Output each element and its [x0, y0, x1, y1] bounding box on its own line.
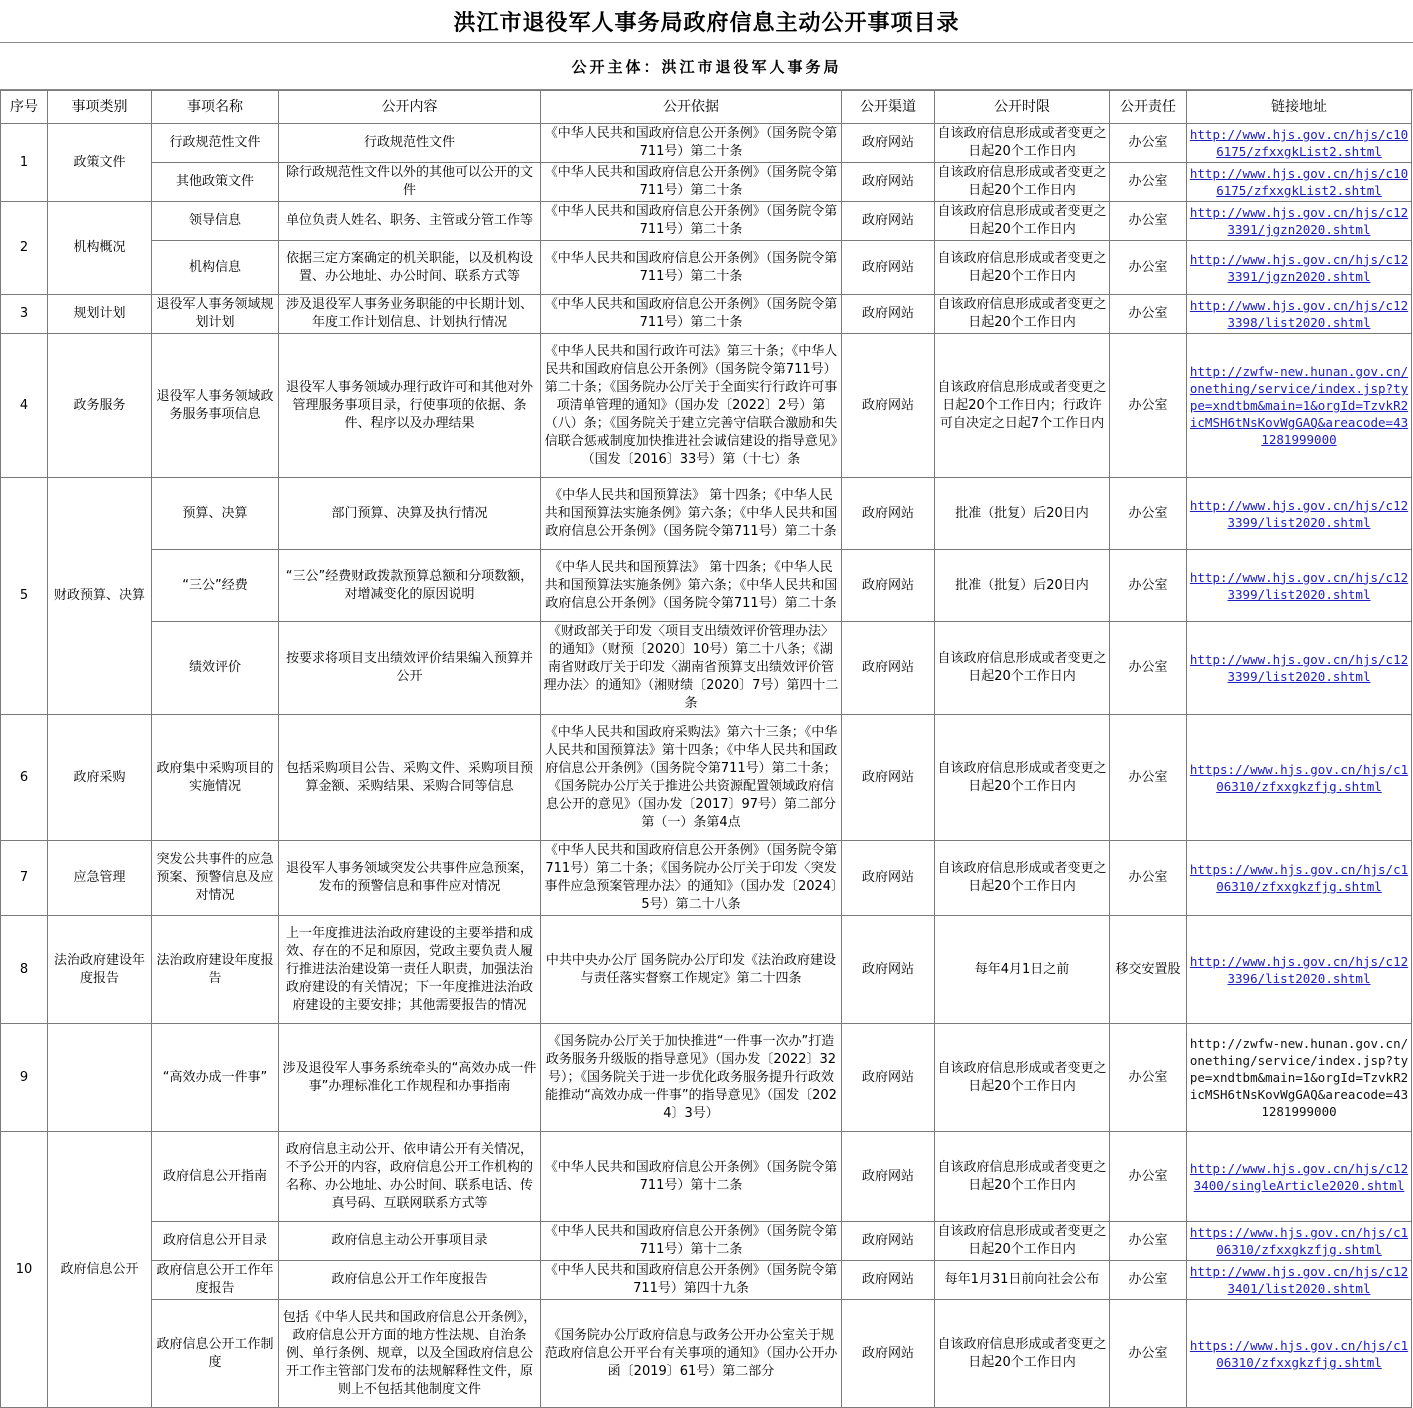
channel-cell: 政府网站 — [842, 841, 935, 916]
responsibility-cell: 办公室 — [1110, 1261, 1187, 1300]
link-url[interactable]: https://www.hjs.gov.cn/hjs/c106310/zfxxgkzfjg.shtml — [1189, 1337, 1409, 1370]
item-name-cell: 退役军人事务领域规划计划 — [152, 295, 279, 334]
time-limit-cell: 每年4月1日之前 — [935, 916, 1110, 1024]
channel-cell: 政府网站 — [842, 295, 935, 334]
row-number: 7 — [1, 841, 48, 916]
time-limit-cell: 自该政府信息形成或者变更之日起20个工作日内 — [935, 241, 1110, 295]
table-row — [1, 715, 1412, 841]
row-number: 2 — [1, 202, 48, 295]
basis-cell: 《中华人民共和国政府采购法》第六十三条；《中华人民共和国预算法》第十四条；《中华人民共和国政府信息公开条例》（国务院令第711号）第二十条；《国务院办公厅关于推进公共资源配置领域政府信息公开的意见》（国办发〔2017〕97号）第二部分第（一）条第4点 — [541, 715, 842, 841]
basis-cell: 中共中央办公厅 国务院办公厅印发《法治政府建设与责任落实督察工作规定》第二十四条 — [541, 916, 842, 1024]
time-limit-cell: 每年1月31日前向社会公布 — [935, 1261, 1110, 1300]
row-number: 3 — [1, 295, 48, 334]
category-cell — [48, 1024, 152, 1132]
basis-cell: 《国务院办公厅关于加快推进“一件事一次办”打造政务服务升级版的指导意见》（国办发〔2022〕32号）；《国务院关于进一步优化政务服务提升行政效能推动“高效办成一件事”的指导意见》（国发〔2024〕3号） — [541, 1024, 842, 1132]
link-url[interactable]: http://www.hjs.gov.cn/hjs/c123400/singleArticle2020.shtml — [1189, 1160, 1409, 1193]
header-cell: 公开依据 — [541, 91, 842, 124]
basis-cell: 《财政部关于印发〈项目支出绩效评价管理办法〉的通知》（财预〔2020〕10号）第二十八条；《湖南省财政厅关于印发〈湖南省预算支出绩效评价管理办法〉的通知》（湘财绩〔2020〕7号）第四十二条 — [541, 622, 842, 715]
content-cell: 退役军人事务领域办理行政许可和其他对外管理服务事项目录，行使事项的依据、条件、程序以及办理结果 — [279, 334, 541, 478]
responsibility-cell: 办公室 — [1110, 1132, 1187, 1222]
table-row — [1, 124, 1412, 163]
item-name-cell: 其他政策文件 — [152, 163, 279, 202]
channel-cell: 政府网站 — [842, 334, 935, 478]
content-cell: 退役军人事务领域突发公共事件应急预案，发布的预警信息和事件应对情况 — [279, 841, 541, 916]
content-cell: 政府信息公开工作年度报告 — [279, 1261, 541, 1300]
basis-cell: 《中华人民共和国政府信息公开条例》（国务院令第711号）第十二条 — [541, 1132, 842, 1222]
channel-cell: 政府网站 — [842, 1132, 935, 1222]
table-row — [1, 841, 1412, 916]
content-cell: 包括《中华人民共和国政府信息公开条例》，政府信息公开方面的地方性法规、自治条例、单行条例、规章，以及全国政府信息公开工作主管部门发布的法规解释性文件，原则上不包括其他制度文件 — [279, 1300, 541, 1408]
catalog-table — [0, 90, 1412, 1408]
time-limit-cell: 自该政府信息形成或者变更之日起20个工作日内 — [935, 1300, 1110, 1408]
responsibility-cell: 办公室 — [1110, 1024, 1187, 1132]
item-name-cell: 退役军人事务领域政务服务事项信息 — [152, 334, 279, 478]
table-row — [1, 1132, 1412, 1222]
category-cell: 政府采购 — [48, 715, 152, 841]
basis-cell: 《中华人民共和国政府信息公开条例》（国务院令第711号）第四十九条 — [541, 1261, 842, 1300]
link-url[interactable]: http://www.hjs.gov.cn/hjs/c123399/list2020.shtml — [1189, 497, 1409, 530]
link-url[interactable]: http://www.hjs.gov.cn/hjs/c123399/list2020.shtml — [1189, 569, 1409, 602]
channel-cell: 政府网站 — [842, 124, 935, 163]
content-cell: 行政规范性文件 — [279, 124, 541, 163]
time-limit-cell: 自该政府信息形成或者变更之日起20个工作日内 — [935, 202, 1110, 241]
channel-cell: 政府网站 — [842, 202, 935, 241]
header-cell: 公开时限 — [935, 91, 1110, 124]
content-cell: 上一年度推进法治政府建设的主要举措和成效、存在的不足和原因，党政主要负责人履行推进法治建设第一责任人职责，加强法治政府建设的有关情况；下一年度推进法治政府建设的主要安排；其他需要报告的情况 — [279, 916, 541, 1024]
category-cell: 财政预算、决算 — [48, 478, 152, 715]
link-cell[interactable] — [1187, 241, 1412, 295]
basis-cell: 《中华人民共和国预算法》 第十四条；《中华人民共和国预算法实施条例》第六条；《中华人民共和国政府信息公开条例》（国务院令第711号）第二十条 — [541, 550, 842, 622]
content-cell: 依据三定方案确定的机关职能，以及机构设置、办公地址、办公时间、联系方式等 — [279, 241, 541, 295]
basis-cell: 《中华人民共和国政府信息公开条例》（国务院令第711号）第二十条 — [541, 163, 842, 202]
link-cell[interactable] — [1187, 550, 1412, 622]
link-url[interactable]: https://www.hjs.gov.cn/hjs/c106310/zfxxgkzfjg.shtml — [1189, 1225, 1409, 1257]
channel-cell: 政府网站 — [842, 550, 935, 622]
link-url[interactable]: http://zwfw-new.hunan.gov.cn/onething/service/index.jsp?type=xndtbm&main=1&orgId=TzvkR2icMSH6tNsKovWgGAQ&areacode=431281999000 — [1189, 364, 1409, 447]
channel-cell: 政府网站 — [842, 241, 935, 295]
link-cell[interactable] — [1187, 163, 1412, 202]
content-cell: 政府信息主动公开事项目录 — [279, 1222, 541, 1261]
item-name-cell: 政府信息公开工作年度报告 — [152, 1261, 279, 1300]
page-subtitle: 公开主体：洪江市退役军人事务局 — [571, 57, 842, 76]
category-cell: 政策文件 — [48, 124, 152, 202]
content-cell: 包括采购项目公告、采购文件、采购项目预算金额、采购结果、采购合同等信息 — [279, 715, 541, 841]
header-cell: 事项名称 — [152, 91, 279, 124]
header-cell: 公开内容 — [279, 91, 541, 124]
content-cell: “三公”经费财政拨款预算总额和分项数额，对增减变化的原因说明 — [279, 550, 541, 622]
basis-cell: 《中华人民共和国政府信息公开条例》（国务院令第711号）第二十条 — [541, 202, 842, 241]
table-row — [1, 1222, 1412, 1261]
link-cell[interactable] — [1187, 295, 1412, 334]
category-cell: 法治政府建设年度报告 — [48, 916, 152, 1024]
table-body — [1, 124, 1412, 1408]
channel-cell: 政府网站 — [842, 1261, 935, 1300]
link-cell[interactable] — [1187, 841, 1412, 916]
row-number: 9 — [1, 1024, 48, 1132]
header-cell: 序号 — [1, 91, 48, 124]
responsibility-cell: 办公室 — [1110, 1222, 1187, 1261]
responsibility-cell: 办公室 — [1110, 478, 1187, 550]
time-limit-cell: 自该政府信息形成或者变更之日起20个工作日内 — [935, 1132, 1110, 1222]
channel-cell: 政府网站 — [842, 916, 935, 1024]
link-cell[interactable] — [1187, 1261, 1412, 1300]
channel-cell: 政府网站 — [842, 1300, 935, 1408]
item-name-cell: 法治政府建设年度报告 — [152, 916, 279, 1024]
row-number: 6 — [1, 715, 48, 841]
table-row — [1, 622, 1412, 715]
time-limit-cell: 自该政府信息形成或者变更之日起20个工作日内 — [935, 295, 1110, 334]
table-row — [1, 202, 1412, 241]
link-cell[interactable] — [1187, 478, 1412, 550]
link-cell[interactable] — [1187, 1132, 1412, 1222]
item-name-cell: 突发公共事件的应急预案、预警信息及应对情况 — [152, 841, 279, 916]
responsibility-cell: 办公室 — [1110, 550, 1187, 622]
channel-cell: 政府网站 — [842, 715, 935, 841]
header-cell: 事项类别 — [48, 91, 152, 124]
content-cell: 按要求将项目支出绩效评价结果编入预算并公开 — [279, 622, 541, 715]
responsibility-cell: 办公室 — [1110, 841, 1187, 916]
responsibility-cell: 办公室 — [1110, 715, 1187, 841]
category-cell: 机构概况 — [48, 202, 152, 295]
responsibility-cell: 移交安置股 — [1110, 916, 1187, 1024]
time-limit-cell: 自该政府信息形成或者变更之日起20个工作日内；行政许可自决定之日起7个工作日内 — [935, 334, 1110, 478]
link-cell[interactable] — [1187, 916, 1412, 1024]
responsibility-cell: 办公室 — [1110, 163, 1187, 202]
link-url[interactable]: http://www.hjs.gov.cn/hjs/c123399/list2020.shtml — [1189, 652, 1409, 684]
content-cell: 政府信息主动公开、依申请公开有关情况，不予公开的内容，政府信息公开工作机构的名称、办公地址、办公时间、联系电话、传真号码、互联网联系方式等 — [279, 1132, 541, 1222]
channel-cell: 政府网站 — [842, 478, 935, 550]
category-cell: 政府信息公开 — [48, 1132, 152, 1408]
row-number: 10 — [1, 1132, 48, 1408]
link-url[interactable]: http://www.hjs.gov.cn/hjs/c123396/list2020.shtml — [1189, 953, 1409, 986]
basis-cell: 《中华人民共和国政府信息公开条例》（国务院令第711号）第二十条 — [541, 241, 842, 295]
item-name-cell: “三公”经费 — [152, 550, 279, 622]
basis-cell: 《国务院办公厅政府信息与政务公开办公室关于规范政府信息公开平台有关事项的通知》（国办公开办函〔2019〕61号）第二部分 — [541, 1300, 842, 1408]
item-name-cell: 政府信息公开工作制度 — [152, 1300, 279, 1408]
responsibility-cell: 办公室 — [1110, 202, 1187, 241]
link-url[interactable]: http://www.hjs.gov.cn/hjs/c106175/zfxxgkList2.shtml — [1189, 166, 1409, 198]
link-cell[interactable] — [1187, 622, 1412, 715]
content-cell: 涉及退役军人事务系统牵头的“高效办成一件事”办理标准化工作规程和办事指南 — [279, 1024, 541, 1132]
content-cell: 单位负责人姓名、职务、主管或分管工作等 — [279, 202, 541, 241]
title-row — [0, 0, 1413, 43]
item-name-cell: 行政规范性文件 — [152, 124, 279, 163]
header-row — [1, 91, 1412, 124]
item-name-cell: 领导信息 — [152, 202, 279, 241]
row-number: 1 — [1, 124, 48, 202]
category-cell: 规划计划 — [48, 295, 152, 334]
row-number: 8 — [1, 916, 48, 1024]
item-name-cell: 预算、决算 — [152, 478, 279, 550]
item-name-cell: 政府集中采购项目的实施情况 — [152, 715, 279, 841]
item-name-cell: 机构信息 — [152, 241, 279, 295]
table-row — [1, 478, 1412, 550]
item-name-cell: 政府信息公开指南 — [152, 1132, 279, 1222]
link-cell[interactable] — [1187, 124, 1412, 163]
time-limit-cell: 自该政府信息形成或者变更之日起20个工作日内 — [935, 1024, 1110, 1132]
table-row — [1, 1261, 1412, 1300]
link-url[interactable]: https://www.hjs.gov.cn/hjs/c106310/zfxxgkzfjg.shtml — [1189, 761, 1409, 794]
link-cell[interactable] — [1187, 1222, 1412, 1261]
page-title: 洪江市退役军人事务局政府信息主动公开事项目录 — [453, 9, 960, 36]
row-number: 4 — [1, 334, 48, 478]
table-row — [1, 241, 1412, 295]
link-url[interactable]: http://www.hjs.gov.cn/hjs/c123391/jgzn2020.shtml — [1189, 251, 1409, 284]
table-row — [1, 1300, 1412, 1408]
link-url[interactable]: https://www.hjs.gov.cn/hjs/c106310/zfxxgkzfjg.shtml — [1189, 862, 1409, 894]
row-number: 5 — [1, 478, 48, 715]
time-limit-cell: 自该政府信息形成或者变更之日起20个工作日内 — [935, 715, 1110, 841]
link-url[interactable]: http://www.hjs.gov.cn/hjs/c123401/list2020.shtml — [1189, 1264, 1409, 1296]
subtitle-row — [0, 43, 1413, 90]
responsibility-cell: 办公室 — [1110, 1300, 1187, 1408]
link-url[interactable]: http://www.hjs.gov.cn/hjs/c123398/list2020.shtml — [1189, 298, 1409, 330]
table-row — [1, 334, 1412, 478]
channel-cell: 政府网站 — [842, 1024, 935, 1132]
basis-cell: 《中华人民共和国政府信息公开条例》（国务院令第711号）第十二条 — [541, 1222, 842, 1261]
table-row — [1, 1024, 1412, 1132]
time-limit-cell: 自该政府信息形成或者变更之日起20个工作日内 — [935, 163, 1110, 202]
category-cell: 政务服务 — [48, 334, 152, 478]
item-name-cell: 绩效评价 — [152, 622, 279, 715]
item-name-cell: 政府信息公开目录 — [152, 1222, 279, 1261]
content-cell: 除行政规范性文件以外的其他可以公开的文件 — [279, 163, 541, 202]
header-cell: 公开渠道 — [842, 91, 935, 124]
channel-cell: 政府网站 — [842, 622, 935, 715]
link-cell[interactable] — [1187, 1300, 1412, 1408]
link-cell[interactable] — [1187, 715, 1412, 841]
time-limit-cell: 自该政府信息形成或者变更之日起20个工作日内 — [935, 622, 1110, 715]
responsibility-cell: 办公室 — [1110, 124, 1187, 163]
header-cell: 公开责任 — [1110, 91, 1187, 124]
table-row — [1, 550, 1412, 622]
link-url[interactable]: http://www.hjs.gov.cn/hjs/c106175/zfxxgkList2.shtml — [1189, 127, 1409, 159]
channel-cell: 政府网站 — [842, 1222, 935, 1261]
header-cell: 链接地址 — [1187, 91, 1412, 124]
link-url[interactable]: http://www.hjs.gov.cn/hjs/c123391/jgzn2020.shtml — [1189, 205, 1409, 237]
link-cell[interactable] — [1187, 334, 1412, 478]
responsibility-cell: 办公室 — [1110, 241, 1187, 295]
item-name-cell: “高效办成一件事” — [152, 1024, 279, 1132]
time-limit-cell: 自该政府信息形成或者变更之日起20个工作日内 — [935, 124, 1110, 163]
basis-cell: 《中华人民共和国预算法》 第十四条；《中华人民共和国预算法实施条例》第六条；《中华人民共和国政府信息公开条例》（国务院令第711号）第二十条 — [541, 478, 842, 550]
responsibility-cell: 办公室 — [1110, 295, 1187, 334]
table-row — [1, 916, 1412, 1024]
basis-cell: 《中华人民共和国行政许可法》第三十条；《中华人民共和国政府信息公开条例》（国务院令第711号）第二十条；《国务院办公厅关于全面实行行政许可事项清单管理的通知》（国办发〔2022〕2号）第（八）条；《国务院关于建立完善守信联合激励和失信联合惩戒制度加快推进社会诚信建设的指导意见》（国发〔2016〕33号）第（十七）条 — [541, 334, 842, 478]
channel-cell: 政府网站 — [842, 163, 935, 202]
time-limit-cell: 自该政府信息形成或者变更之日起20个工作日内 — [935, 1222, 1110, 1261]
link-cell — [1187, 1024, 1412, 1132]
responsibility-cell: 办公室 — [1110, 334, 1187, 478]
link-text: http://zwfw-new.hunan.gov.cn/onething/service/index.jsp?type=xndtbm&main=1&orgId=TzvkR2icMSH6tNsKovWgGAQ&areacode=431281999000 — [1189, 1036, 1409, 1119]
time-limit-cell: 批准（批复）后20日内 — [935, 478, 1110, 550]
basis-cell: 《中华人民共和国政府信息公开条例》（国务院令第711号）第二十条 — [541, 124, 842, 163]
time-limit-cell: 自该政府信息形成或者变更之日起20个工作日内 — [935, 841, 1110, 916]
content-cell: 涉及退役军人事务业务职能的中长期计划、年度工作计划信息、计划执行情况 — [279, 295, 541, 334]
basis-cell: 《中华人民共和国政府信息公开条例》（国务院令第711号）第二十条；《国务院办公厅关于印发〈突发事件应急预案管理办法〉的通知》（国办发〔2024〕5号）第二十八条 — [541, 841, 842, 916]
time-limit-cell: 批准（批复）后20日内 — [935, 550, 1110, 622]
table-row — [1, 163, 1412, 202]
basis-cell: 《中华人民共和国政府信息公开条例》（国务院令第711号）第二十条 — [541, 295, 842, 334]
table-row — [1, 295, 1412, 334]
category-cell: 应急管理 — [48, 841, 152, 916]
responsibility-cell: 办公室 — [1110, 622, 1187, 715]
link-cell[interactable] — [1187, 202, 1412, 241]
content-cell: 部门预算、决算及执行情况 — [279, 478, 541, 550]
